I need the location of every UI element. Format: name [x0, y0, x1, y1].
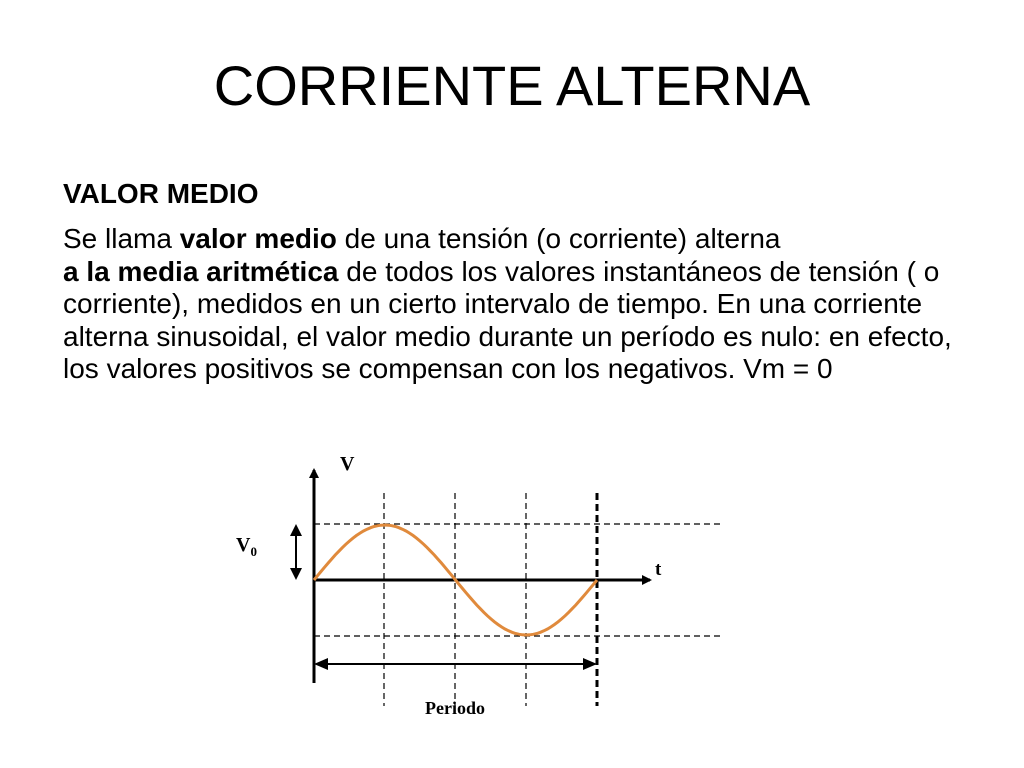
body-paragraph: [63, 223, 983, 386]
amplitude-label-main: V: [236, 534, 251, 556]
period-arrow-right: [583, 658, 597, 670]
sine-wave-diagram: [230, 448, 730, 728]
amplitude-arrow-up: [290, 524, 302, 536]
section-heading: VALOR MEDIO: [63, 178, 259, 209]
body-text-part3: de todos los valores instantáneos de tensión ( o corriente), medidos en un cierto intervalo de tiempo. En una corriente alterna sinusoidal, el valor medio durante un período es nulo: en efecto, los valores positivos se compensan con los negativos. Vm = 0: [63, 255, 952, 384]
term-media-aritmetica: a la media aritmética: [63, 255, 339, 287]
body-text-part2: de una tensión (o corriente) alterna: [336, 223, 781, 254]
period-arrow-left: [314, 658, 328, 670]
x-axis-label: t: [655, 559, 662, 580]
sine-wave-figure: [230, 448, 730, 728]
term-valor-medio: valor medio: [179, 223, 337, 254]
y-axis-label: V: [340, 453, 355, 475]
slide-title: CORRIENTE ALTERNA: [213, 54, 811, 117]
amplitude-label-subscript: 0: [250, 544, 257, 559]
amplitude-label: [236, 534, 257, 559]
body-text-intro: Se llama: [63, 223, 180, 254]
amplitude-arrow-down: [290, 568, 302, 580]
period-label: Periodo: [425, 698, 485, 718]
